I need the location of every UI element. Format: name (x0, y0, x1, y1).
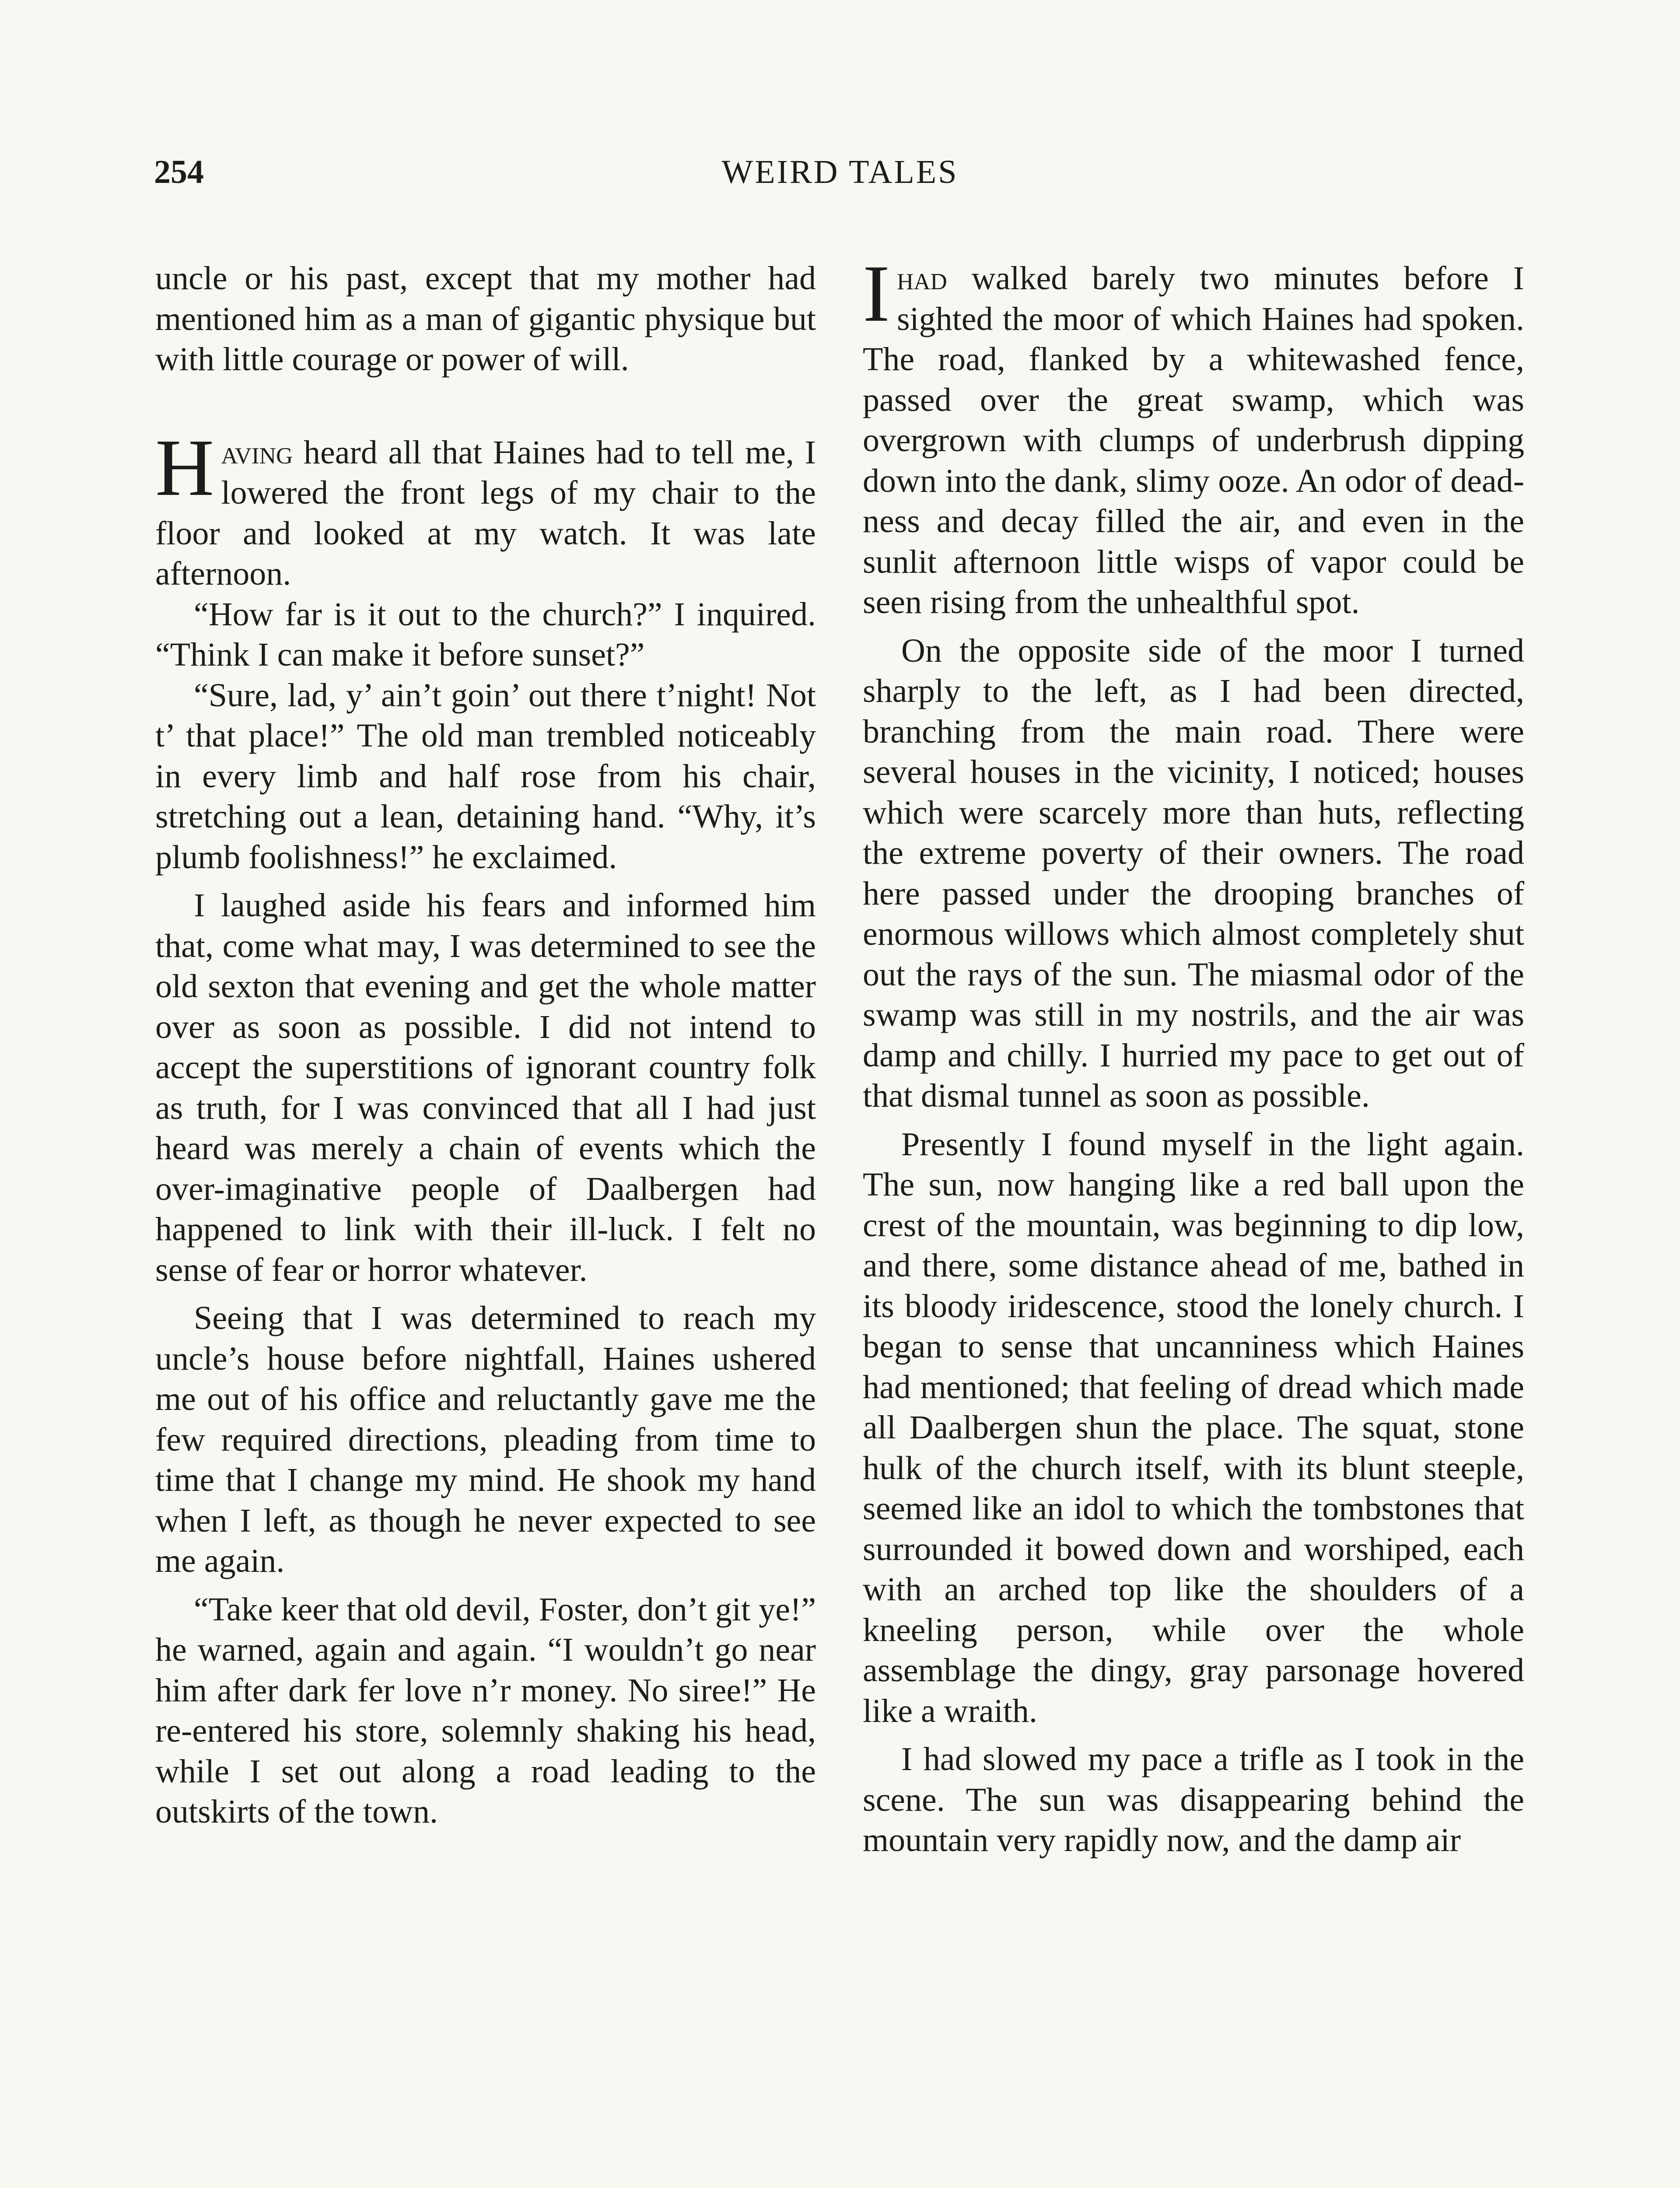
page-number: 254 (154, 154, 204, 190)
small-caps-lead: had (896, 260, 947, 297)
paragraph: Seeing that I was determined to reach my uncle’s house before nightfall, Haines ushered me out of his office and reluctantly gave me the few required directions, pleading from time to time that I change my mind. He shook my hand when I left, as though he never expected to see me again. (155, 1300, 816, 1579)
paragraph: I had slowed my pace a trifle as I took in the scene. The sun was disappearing behind the mountain very rapidly now, and the damp air (863, 1741, 1524, 1858)
section-opening-paragraph (863, 249, 1524, 623)
paragraph-text: walked barely two minutes before I sighted the moor of which Haines had spoken. The road, flanked by a whitewashed fence, passed over the great swamp, which was overgrown with clumps of underbrush dipping down into the dank, slimy ooze. An odor of deadness and decay filled the air, and even in the sunlit afternoon little wisps of vapor could be seen rising from the unhealthful spot. (863, 260, 1524, 621)
running-title: WEIRD TALES (721, 154, 959, 190)
small-caps-lead: aving (221, 434, 293, 471)
paragraph: “How far is it out to the church?” I inquired. “Think I can make it before sunset?” (155, 596, 816, 673)
paragraph: Presently I found myself in the light again. The sun, now hanging like a red ball upon the crest of the mountain, was beginning to dip low, and there, some distance ahead of me, bathed in its bloody iridescence, stood the lonely church. I began to sense that uncanniness which Haines had mentioned; that feeling of dread which made all Daalbergen shun the place. The squat, stone hulk of the church itself, with its blunt steeple, seemed like an idol to which the tombstones that surrounded it bowed down and worshiped, each with an arched top like the shoulders of a kneeling person, while over the whole assemblage the dingy, gray parsonage hovered like a wraith. (863, 1126, 1524, 1729)
paragraph: “Sure, lad, y’ ain’t goin’ out there t’night! Not t’ that place!” The old man trembled noticeably in every limb and half rose from his chair, stretching out a lean, detaining hand. “Why, it’s plumb foolishness!” he exclaimed. (155, 677, 816, 876)
drop-cap: H (155, 422, 214, 513)
paragraph: uncle or his past, except that my mother had mentioned him as a man of gigantic physique but with little courage or power of will. (155, 260, 816, 378)
right-column (863, 249, 1524, 1861)
page-header (154, 155, 1526, 208)
paragraph: I laughed aside his fears and informed him that, come what may, I was determined to see the old sexton that evening and get the whole matter over as soon as possible. I did not intend to accept the superstitions of ignorant country folk as truth, for I was convinced that all I had just heard was merely a chain of events which the over-imaginative people of Daalbergen had happened to link with their ill-luck. I felt no sense of fear or horror whatever. (155, 887, 816, 1288)
drop-cap: I (863, 249, 890, 339)
left-column (155, 258, 816, 1832)
paragraph: “Take keer that old devil, Foster, don’t git ye!” he warned, again and again. “I wouldn’t go near him after dark fer love n’r money. No siree!” He re-entered his store, solemnly shaking his head, while I set out along a road leading to the outskirts of the town. (155, 1591, 816, 1830)
paragraph-text: heard all that Haines had to tell me, I lowered the front legs of my chair to the floor and looked at my watch. It was late afternoon. (155, 434, 816, 592)
section-opening-paragraph (155, 422, 816, 594)
paragraph: On the opposite side of the moor I turned sharply to the left, as I had been directed, branching from the main road. There were several houses in the vicinity, I noticed; houses which were scarcely more than huts, reflecting the extreme poverty of their owners. The road here passed under the drooping branches of enormous willows which almost completely shut out the rays of the sun. The miasmal odor of the swamp was still in my nostrils, and the air was damp and chilly. I hurried my pace to get out of that dismal tunnel as soon as possible. (863, 632, 1524, 1114)
